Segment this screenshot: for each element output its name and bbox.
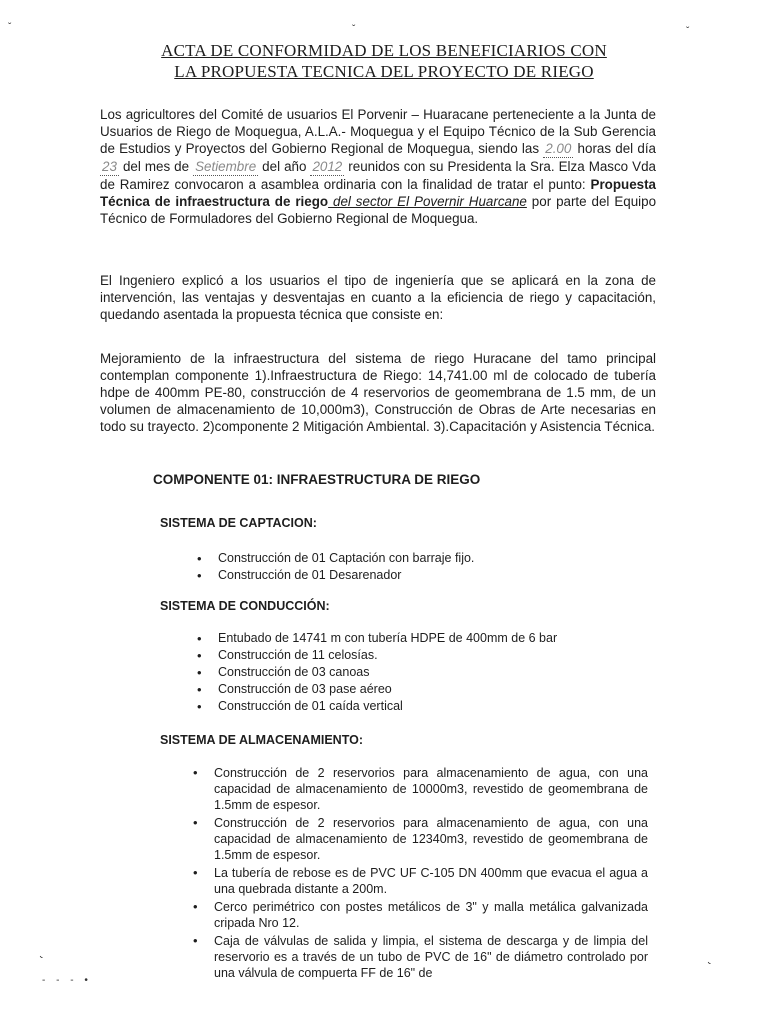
paragraph-intro [100,106,656,227]
scan-mark: ˇ [686,26,690,37]
list-item: • La tubería de rebose es de PVC UF C-105 DN 400mm que evacua el agua a una quebrada distante a 200m. [188,865,648,897]
section-heading-almacenamiento: SISTEMA DE ALMACENAMIENTO: [160,733,364,747]
list-item: • Construcción de 01 Captación con barraje fijo. [192,550,672,567]
section-heading-conduccion: SISTEMA DE CONDUCCIÓN: [160,599,330,613]
scan-mark: - - - • [42,975,92,986]
intro-text: horas del día [573,141,656,156]
document-title [60,40,708,82]
almacenamiento-list [188,765,648,983]
list-item: • Construcción de 2 reservorios para almacenamiento de agua, con una capacidad de almacenamiento de 12340m3, revestido de geomembrana de 1.5mm de espesor. [188,815,648,863]
title-line-2: LA PROPUESTA TECNICA DEL PROYECTO DE RIEGO [174,62,594,81]
title-line-1: ACTA DE CONFORMIDAD DE LOS BENEFICIARIOS CON [161,41,607,60]
list-item: • Construcción de 2 reservorios para almacenamiento de agua, con una capacidad de almacenamiento de 10000m3, revestido de geomembrana de 1.5mm de espesor. [188,765,648,813]
paragraph-engineer: El Ingeniero explicó a los usuarios el tipo de ingeniería que se aplicará en la zona de intervención, las ventajas y desventajas en cuanto a la eficiencia de riego y capacitación, quedando asentada la propuesta técnica que consiste en: [100,273,656,322]
scan-mark: ˇ [352,24,356,35]
conduccion-list [192,630,672,715]
list-item: • Construcción de 03 canoas [192,664,672,681]
captacion-list [192,550,672,584]
scan-mark: ˇ [8,22,12,33]
list-item: • Entubado de 14741 m con tubería HDPE de 400mm de 6 bar [192,630,672,647]
intro-text: Los agricultores del Comité de usuarios El Porvenir – Huaracane perteneciente a la Junta de Usuarios de Riego de Moquegua, A.L.A.- Moquegua y el Equipo Técnico de la Sub Gerencia de Estudios y Proyectos del Gobierno Regional de Moquegua, siendo las [100,107,656,156]
intro-text: del mes de [118,159,194,174]
handwritten-year: 2012 [312,159,343,174]
scan-mark: ˞ [708,958,712,969]
handwritten-hour: 2.00 [545,141,572,156]
proposal-title: Propuesta Técnica de infraestructura de riego [100,177,656,209]
intro-text: del año [258,159,311,174]
handwritten-month: Setiembre [195,159,257,174]
intro-text: por parte del Equipo Técnico de Formuladores del Gobierno Regional de Moquegua. [100,194,657,226]
list-item: • Construcción de 11 celosías. [192,647,672,664]
list-item: • Cerco perimétrico con postes metálicos de 3" y malla metálica galvanizada cripada Nro 12. [188,899,648,931]
paragraph-improvement: Mejoramiento de la infraestructura del sistema de riego Huracane del tamo principal contemplan componente 1).Infraestructura de Riego: 14,741.00 ml de colocado de tubería hdpe de 400mm PE-80, construcción de 4 reservorios de geomembrana de 1.5 mm, de un volumen de almacenamiento de 10,000m3), Construcción de Obras de Arte necesarias en todo su trayecto. 2)componente 2 Mitigación Ambiental. 3).Capacitación y Asistencia Técnica. [100,351,656,434]
scan-mark: ˞ [40,952,44,963]
list-item: • Caja de válvulas de salida y limpia, el sistema de descarga y de limpia del reservorio es a través de un tubo de PVC de 16" de diámetro controlado por una válvula de compuerta FF de 16" de [188,933,648,981]
section-heading-captacion: SISTEMA DE CAPTACION: [160,516,317,530]
list-item: • Construcción de 01 caída vertical [192,698,672,715]
list-item: • Construcción de 03 pase aéreo [192,681,672,698]
list-item: • Construcción de 01 Desarenador [192,567,672,584]
intro-text: reunidos con su Presidenta la Sra. Elza Masco Vda de Ramirez convocaron a asamblea ordinaria con la finalidad de tratar el punto: [100,159,656,192]
component-title: COMPONENTE 01: INFRAESTRUCTURA DE RIEGO [153,472,481,487]
handwritten-day: 23 [102,159,117,174]
sector-name: del sector El Povernir Huarcane [328,194,527,209]
